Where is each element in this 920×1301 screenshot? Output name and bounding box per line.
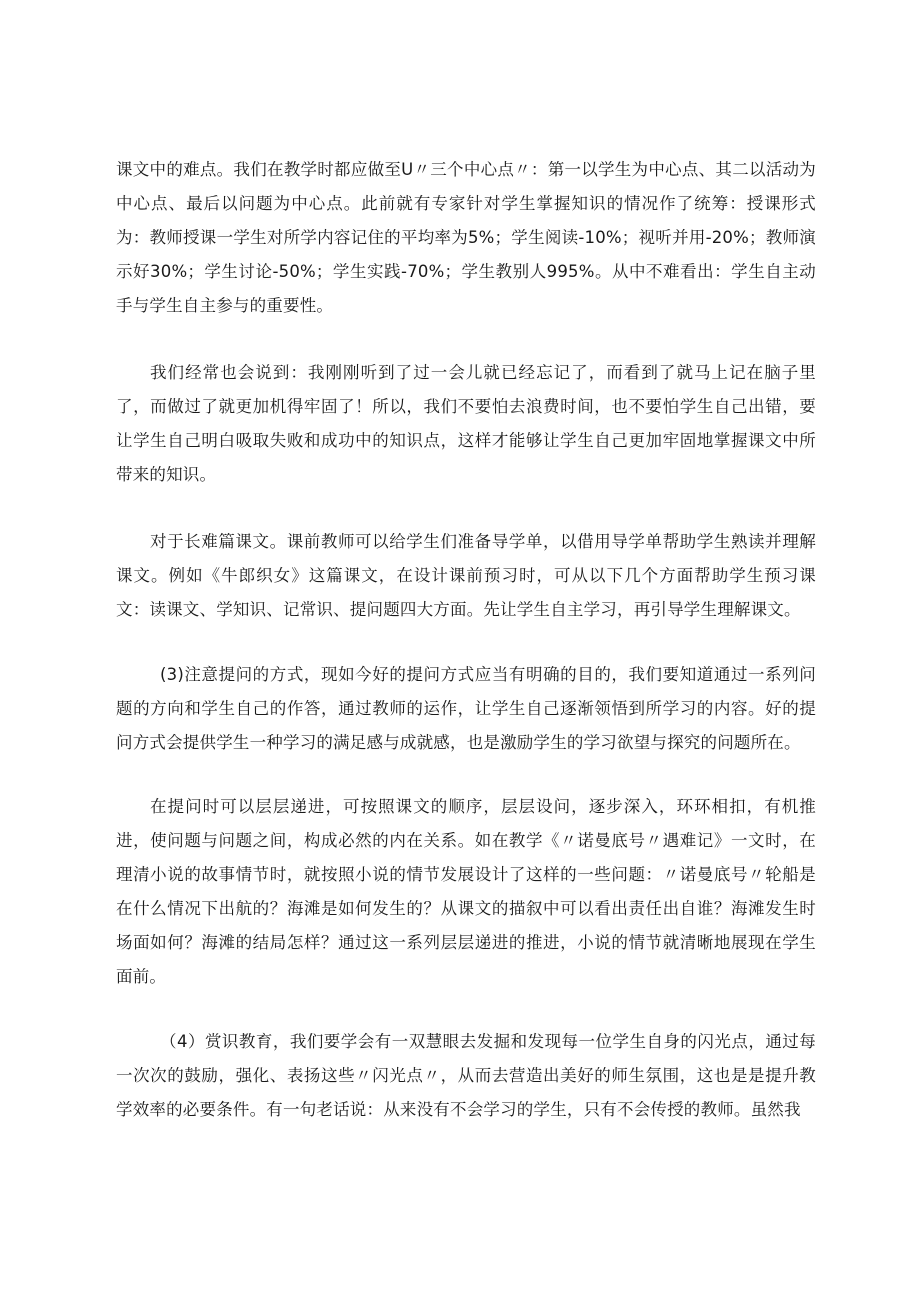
paragraph-study-guide: 对于长难篇课文。课前教师可以给学生们准备导学单，以借用导学单帮助学生熟读并理解课文。例如《牛郎织女》这篇课文，在设计课前预习时，可从以下几个方面帮助学生预习课文：读课文、学知识、记常识、提问题四大方面。先让学生自主学习，再引导学生理解课文。: [116, 532, 816, 619]
paragraph-questioning-method: (3)注意提问的方式，现如今好的提问方式应当有明确的目的，我们要知道通过一系列问题的方向和学生自己的作答，通过教师的运作，让学生自己逐渐领悟到所学习的内容。好的提问方式会提供学生一种学习的满足感与成就感，也是激励学生的学习欲望与探究的问题所在。: [116, 665, 816, 752]
paragraph-teaching-centers: 课文中的难点。我们在教学时都应做至U〃三个中心点〃：第一以学生为中心点、其二以活动为中心点、最后以问题为中心点。此前就有专家针对学生掌握知识的情况作了统筹：授课形式为：教师授课一学生对所学内容记住的平均率为5%；学生阅读-10%；视听并用-20%；教师演示好30%；学生讨论-50%；学生实践-70%；学生教别人995%。从中不难看出：学生自主动手与学生自主参与的重要性。: [116, 160, 816, 315]
paragraph-progressive-questions: 在提问时可以层层递进，可按照课文的顺序，层层设问，逐步深入，环环相扣，有机推进，使问题与问题之间，构成必然的内在关系。如在教学《〃诺曼底号〃遇难记》一文时，在理清小说的故事情节时，就按照小说的情节发展设计了这样的一些问题：〃诺曼底号〃轮船是在什么情况下出航的？海滩是如何发生的？从课文的描叙中可以看出责任出自谁？海滩发生时场面如何？海滩的结局怎样？通过这一系列层层递进的推进，小说的情节就清晰地展现在学生面前。: [116, 797, 816, 986]
paragraph-learning-by-doing: 我们经常也会说到：我刚刚听到了过一会儿就已经忘记了，而看到了就马上记在脑子里了，而做过了就更加机得牢固了！所以，我们不要怕去浪费时间，也不要怕学生自己出错，要让学生自己明白吸取失败和成功中的知识点，这样才能够让学生自己更加牢固地掌握课文中所带来的知识。: [116, 363, 816, 484]
paragraph-appreciation-education: （4）赏识教育，我们要学会有一双慧眼去发掘和发现每一位学生自身的闪光点，通过每一次次的鼓励，强化、表扬这些〃闪光点〃，从而去营造出美好的师生氛围，这也是是提升教学效率的必要条件。有一句老话说：从来没有不会学习的学生，只有不会传授的教师。虽然我: [116, 1032, 816, 1119]
